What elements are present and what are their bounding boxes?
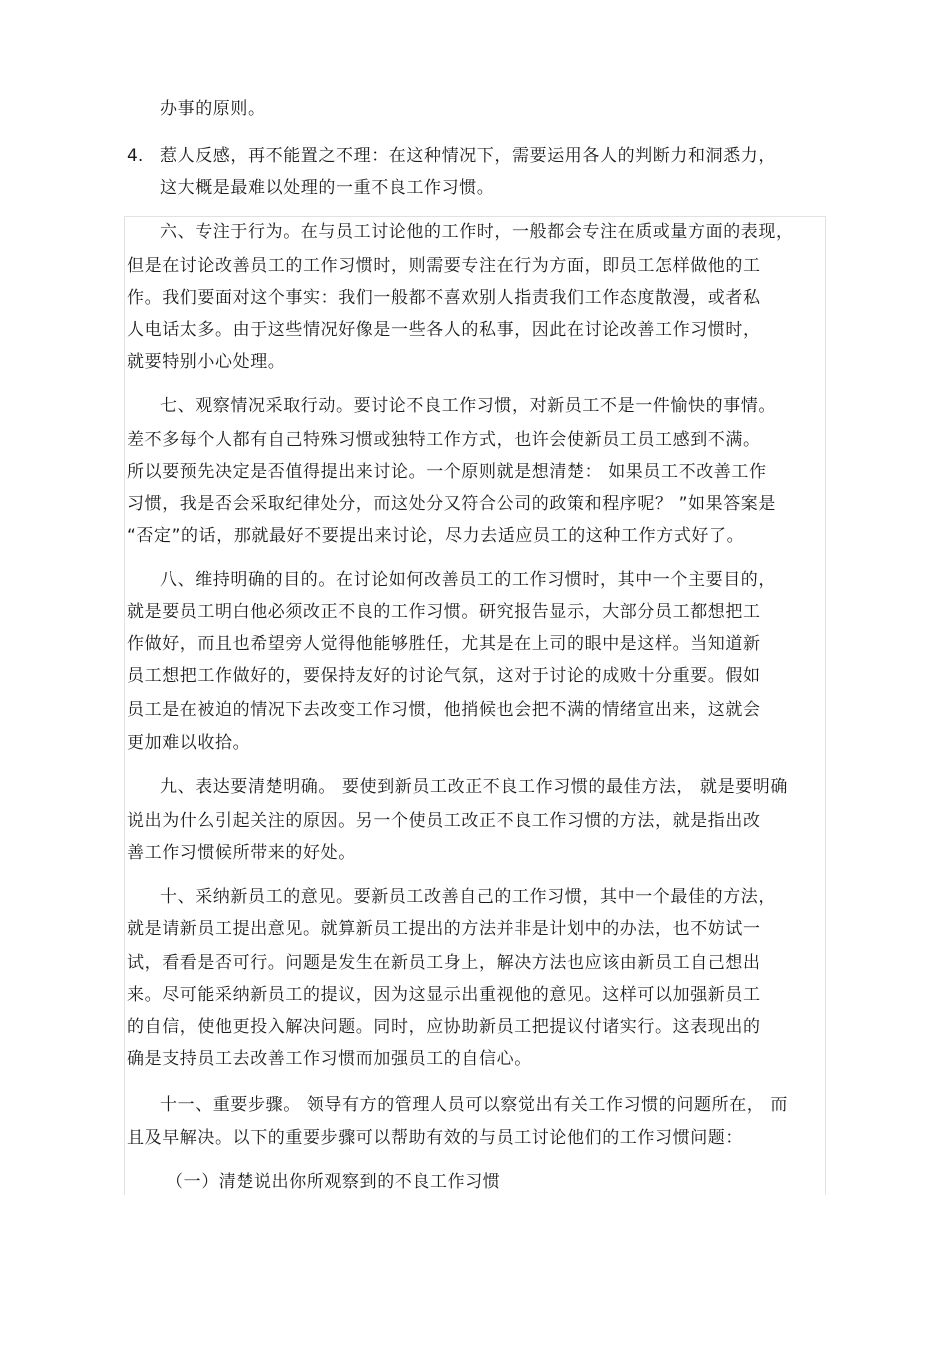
section7-line: “否定”的话，那就最好不要提出来讨论，尽力去适应员工的这种工作方式好了。 (127, 526, 745, 546)
section7-line: 所以要预先决定是否值得提出来讨论。一个原则就是想清楚： 如果员工不改善工作 (127, 462, 767, 482)
continuation-line: 办事的原则。 (160, 99, 266, 119)
section8-line: 更加难以收拾。 (127, 733, 251, 753)
section6-line: 但是在讨论改善员工的工作习惯时，则需要专注在行为方面，即员工怎样做他的工 (127, 256, 761, 276)
section6-line: 六、专注于行为。在与员工讨论他的工作时，一般都会专注在质或量方面的表现， (160, 222, 794, 242)
section9-line: 说出为什么引起关注的原因。另一个使员工改正不良工作习惯的方法，就是指出改 (127, 811, 761, 831)
section9-line: 善工作习惯候所带来的好处。 (127, 843, 356, 863)
section7-line: 习惯，我是否会采取纪律处分，而这处分又符合公司的政策和程序呢？ ”如果答案是 (127, 494, 777, 514)
section10-line: 的自信，使他更投入解决问题。同时，应协助新员工把提议付诸实行。这表现出的 (127, 1017, 761, 1037)
section8-line: 员工是在被迫的情况下去改变工作习惯，他捎候也会把不满的情绪宣出来，这就会 (127, 700, 761, 720)
section10-line: 十、采纳新员工的意见。要新员工改善自己的工作习惯，其中一个最佳的方法， (160, 887, 776, 907)
section8-line: 就是要员工明白他必须改正不良的工作习惯。研究报告显示，大部分员工都想把工 (127, 602, 761, 622)
section6-line: 就要特别小心处理。 (127, 352, 286, 372)
section7-line: 差不多每个人都有自己特殊习惯或独特工作方式，也许会使新员工员工感到不满。 (127, 430, 761, 450)
section11-line: 十一、重要步骤。 领导有方的管理人员可以察觉出有关工作习惯的问题所在， 而 (160, 1095, 789, 1115)
section8-line: 员工想把工作做好的，要保持友好的讨论气氛，这对于讨论的成败十分重要。假如 (127, 666, 761, 686)
section6-line: 作。我们要面对这个事实：我们一般都不喜欢别人指责我们工作态度散漫，或者私 (127, 288, 761, 308)
item4-line-1: 惹人反感，再不能置之不理：在这种情况下，需要运用各人的判断力和洞悉力， (160, 146, 776, 166)
section8-line: 八、维持明确的目的。在讨论如何改善员工的工作习惯时，其中一个主要目的， (160, 570, 776, 590)
section6-line: 人电话太多。由于这些情况好像是一些各人的私事，因此在讨论改善工作习惯时， (127, 320, 761, 340)
section9-line: 九、表达要清楚明确。 要使到新员工改正不良工作习惯的最佳方法， 就是要明确 (160, 777, 789, 797)
section11-line: 且及早解决。以下的重要步骤可以帮助有效的与员工讨论他们的工作习惯问题： (127, 1128, 743, 1148)
section7-line: 七、观察情况采取行动。要讨论不良工作习惯，对新员工不是一件愉快的事情。 (160, 396, 776, 416)
section10-line: 确是支持员工去改善工作习惯而加强员工的自信心。 (127, 1049, 532, 1069)
item-number: 4. (127, 146, 144, 166)
item4-line-2: 这大概是最难以处理的一重不良工作习惯。 (160, 178, 495, 198)
section10-line: 就是请新员工提出意见。就算新员工提出的方法并非是计划中的办法，也不妨试一 (127, 919, 761, 939)
section8-line: 作做好，而且也希望旁人觉得他能够胜任，尤其是在上司的眼中是这样。当知道新 (127, 634, 761, 654)
section10-line: 来。尽可能采纳新员工的提议，因为这显示出重视他的意见。这样可以加强新员工 (127, 985, 761, 1005)
section10-line: 试，看看是否可行。问题是发生在新员工身上，解决方法也应该由新员工自己想出 (127, 953, 761, 973)
step-1-line: （一）清楚说出你所观察到的不良工作习惯 (166, 1172, 501, 1192)
